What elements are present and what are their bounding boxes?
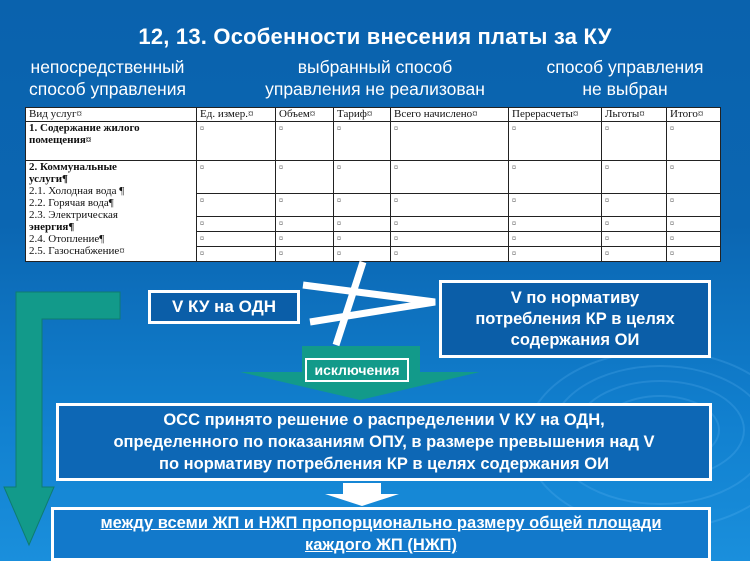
header-recalculations: Перерасчеты¤ (509, 108, 602, 122)
result-line: каждого ЖП (НЖП) (304, 536, 458, 554)
header-volume: Объем¤ (276, 108, 334, 122)
page-title: 12, 13. Особенности внесения платы за КУ (138, 24, 612, 49)
cell-marker: ¤ (394, 248, 398, 258)
cell-text: 2.5. Газоснабжение¤ (29, 245, 125, 258)
cell-marker: ¤ (200, 195, 204, 205)
oss-decision-line: определенного по показаниям ОПУ, в размере превышения над V (113, 433, 655, 451)
cell-marker: ¤ (605, 233, 609, 243)
cell-marker: ¤ (605, 248, 609, 258)
cell-marker: ¤ (670, 248, 674, 258)
cell-marker: ¤ (670, 124, 674, 134)
cell-marker: ¤ (670, 233, 674, 243)
not-equal-icon (303, 262, 435, 345)
cell-marker: ¤ (337, 218, 341, 228)
v-norm-line: содержания ОИ (510, 330, 640, 349)
cell-marker: ¤ (337, 248, 341, 258)
cell-marker: ¤ (512, 248, 516, 258)
cell-text: энергия¶ (29, 221, 75, 234)
cell-text: 2.1. Холодная вода ¶ (29, 185, 125, 198)
header-benefits: Льготы¤ (602, 108, 667, 122)
cell-text: 2.4. Отопление¶ (29, 233, 105, 246)
cell-marker: ¤ (337, 124, 341, 134)
cell-text: помещения¤ (29, 134, 92, 147)
oss-decision-line: по нормативу потребления КР в целях содержания ОИ (159, 455, 609, 473)
cell-marker: ¤ (512, 163, 516, 173)
v-ku-odn-label: V КУ на ОДН (172, 297, 276, 316)
cell-marker: ¤ (200, 163, 204, 173)
cell-marker: ¤ (279, 163, 283, 173)
subheading-line: выбранный способ (297, 57, 453, 77)
cell-marker: ¤ (200, 233, 204, 243)
cell-marker: ¤ (394, 195, 398, 205)
oss-decision-box (56, 403, 712, 481)
header-service-type: Вид услуг¤ (26, 108, 197, 122)
down-arrow-icon (325, 483, 399, 506)
cell-text: 2. Коммунальные (29, 161, 117, 174)
cell-marker: ¤ (605, 218, 609, 228)
cell-marker: ¤ (200, 248, 204, 258)
cell-marker: ¤ (337, 195, 341, 205)
cell-marker: ¤ (279, 218, 283, 228)
oss-decision-line: ОСС принято решение о распределении V КУ на ОДН, (163, 411, 605, 429)
exceptions-label: исключения (305, 358, 409, 382)
cell-marker: ¤ (279, 248, 283, 258)
cell-text: 1. Содержание жилого (29, 122, 140, 135)
cell-marker: ¤ (670, 195, 674, 205)
subheading-line: способ управления (29, 79, 186, 99)
cell-marker: ¤ (512, 218, 516, 228)
result-line: между всеми ЖП и НЖП пропорционально размеру общей площади (100, 514, 662, 532)
cell-marker: ¤ (512, 195, 516, 205)
v-norm-line: потребления КР в целях (475, 309, 675, 328)
header-total-charged: Всего начислено¤ (391, 108, 509, 122)
header-tariff: Тариф¤ (334, 108, 391, 122)
cell-marker: ¤ (394, 233, 398, 243)
cell-marker: ¤ (337, 233, 341, 243)
v-ku-odn-box (148, 290, 300, 324)
subheading-line: управления не реализован (265, 79, 485, 99)
subheading-line: непосредственный (30, 57, 185, 77)
cell-marker: ¤ (200, 124, 204, 134)
cell-marker: ¤ (512, 233, 516, 243)
subheading-line: не выбран (582, 79, 668, 99)
cell-marker: ¤ (605, 195, 609, 205)
cell-marker: ¤ (605, 163, 609, 173)
v-norm-box (439, 280, 711, 358)
cell-marker: ¤ (394, 218, 398, 228)
cell-marker: ¤ (200, 218, 204, 228)
header-unit: Ед. измер.¤ (197, 108, 276, 122)
header-total: Итого¤ (667, 108, 721, 122)
v-norm-line: V по нормативу (510, 288, 640, 307)
cell-text: 2.2. Горячая вода¶ (29, 197, 114, 210)
cell-marker: ¤ (605, 124, 609, 134)
cell-text: услуги¶ (29, 173, 68, 186)
distribution-result-box (51, 507, 711, 561)
cell-marker: ¤ (394, 163, 398, 173)
cell-text: 2.3. Электрическая (29, 209, 118, 222)
subheading-line: способ управления (546, 57, 704, 77)
cell-marker: ¤ (394, 124, 398, 134)
cell-marker: ¤ (279, 124, 283, 134)
cell-marker: ¤ (337, 163, 341, 173)
cell-marker: ¤ (279, 233, 283, 243)
cell-marker: ¤ (279, 195, 283, 205)
cell-marker: ¤ (670, 163, 674, 173)
cell-marker: ¤ (670, 218, 674, 228)
cell-marker: ¤ (512, 124, 516, 134)
